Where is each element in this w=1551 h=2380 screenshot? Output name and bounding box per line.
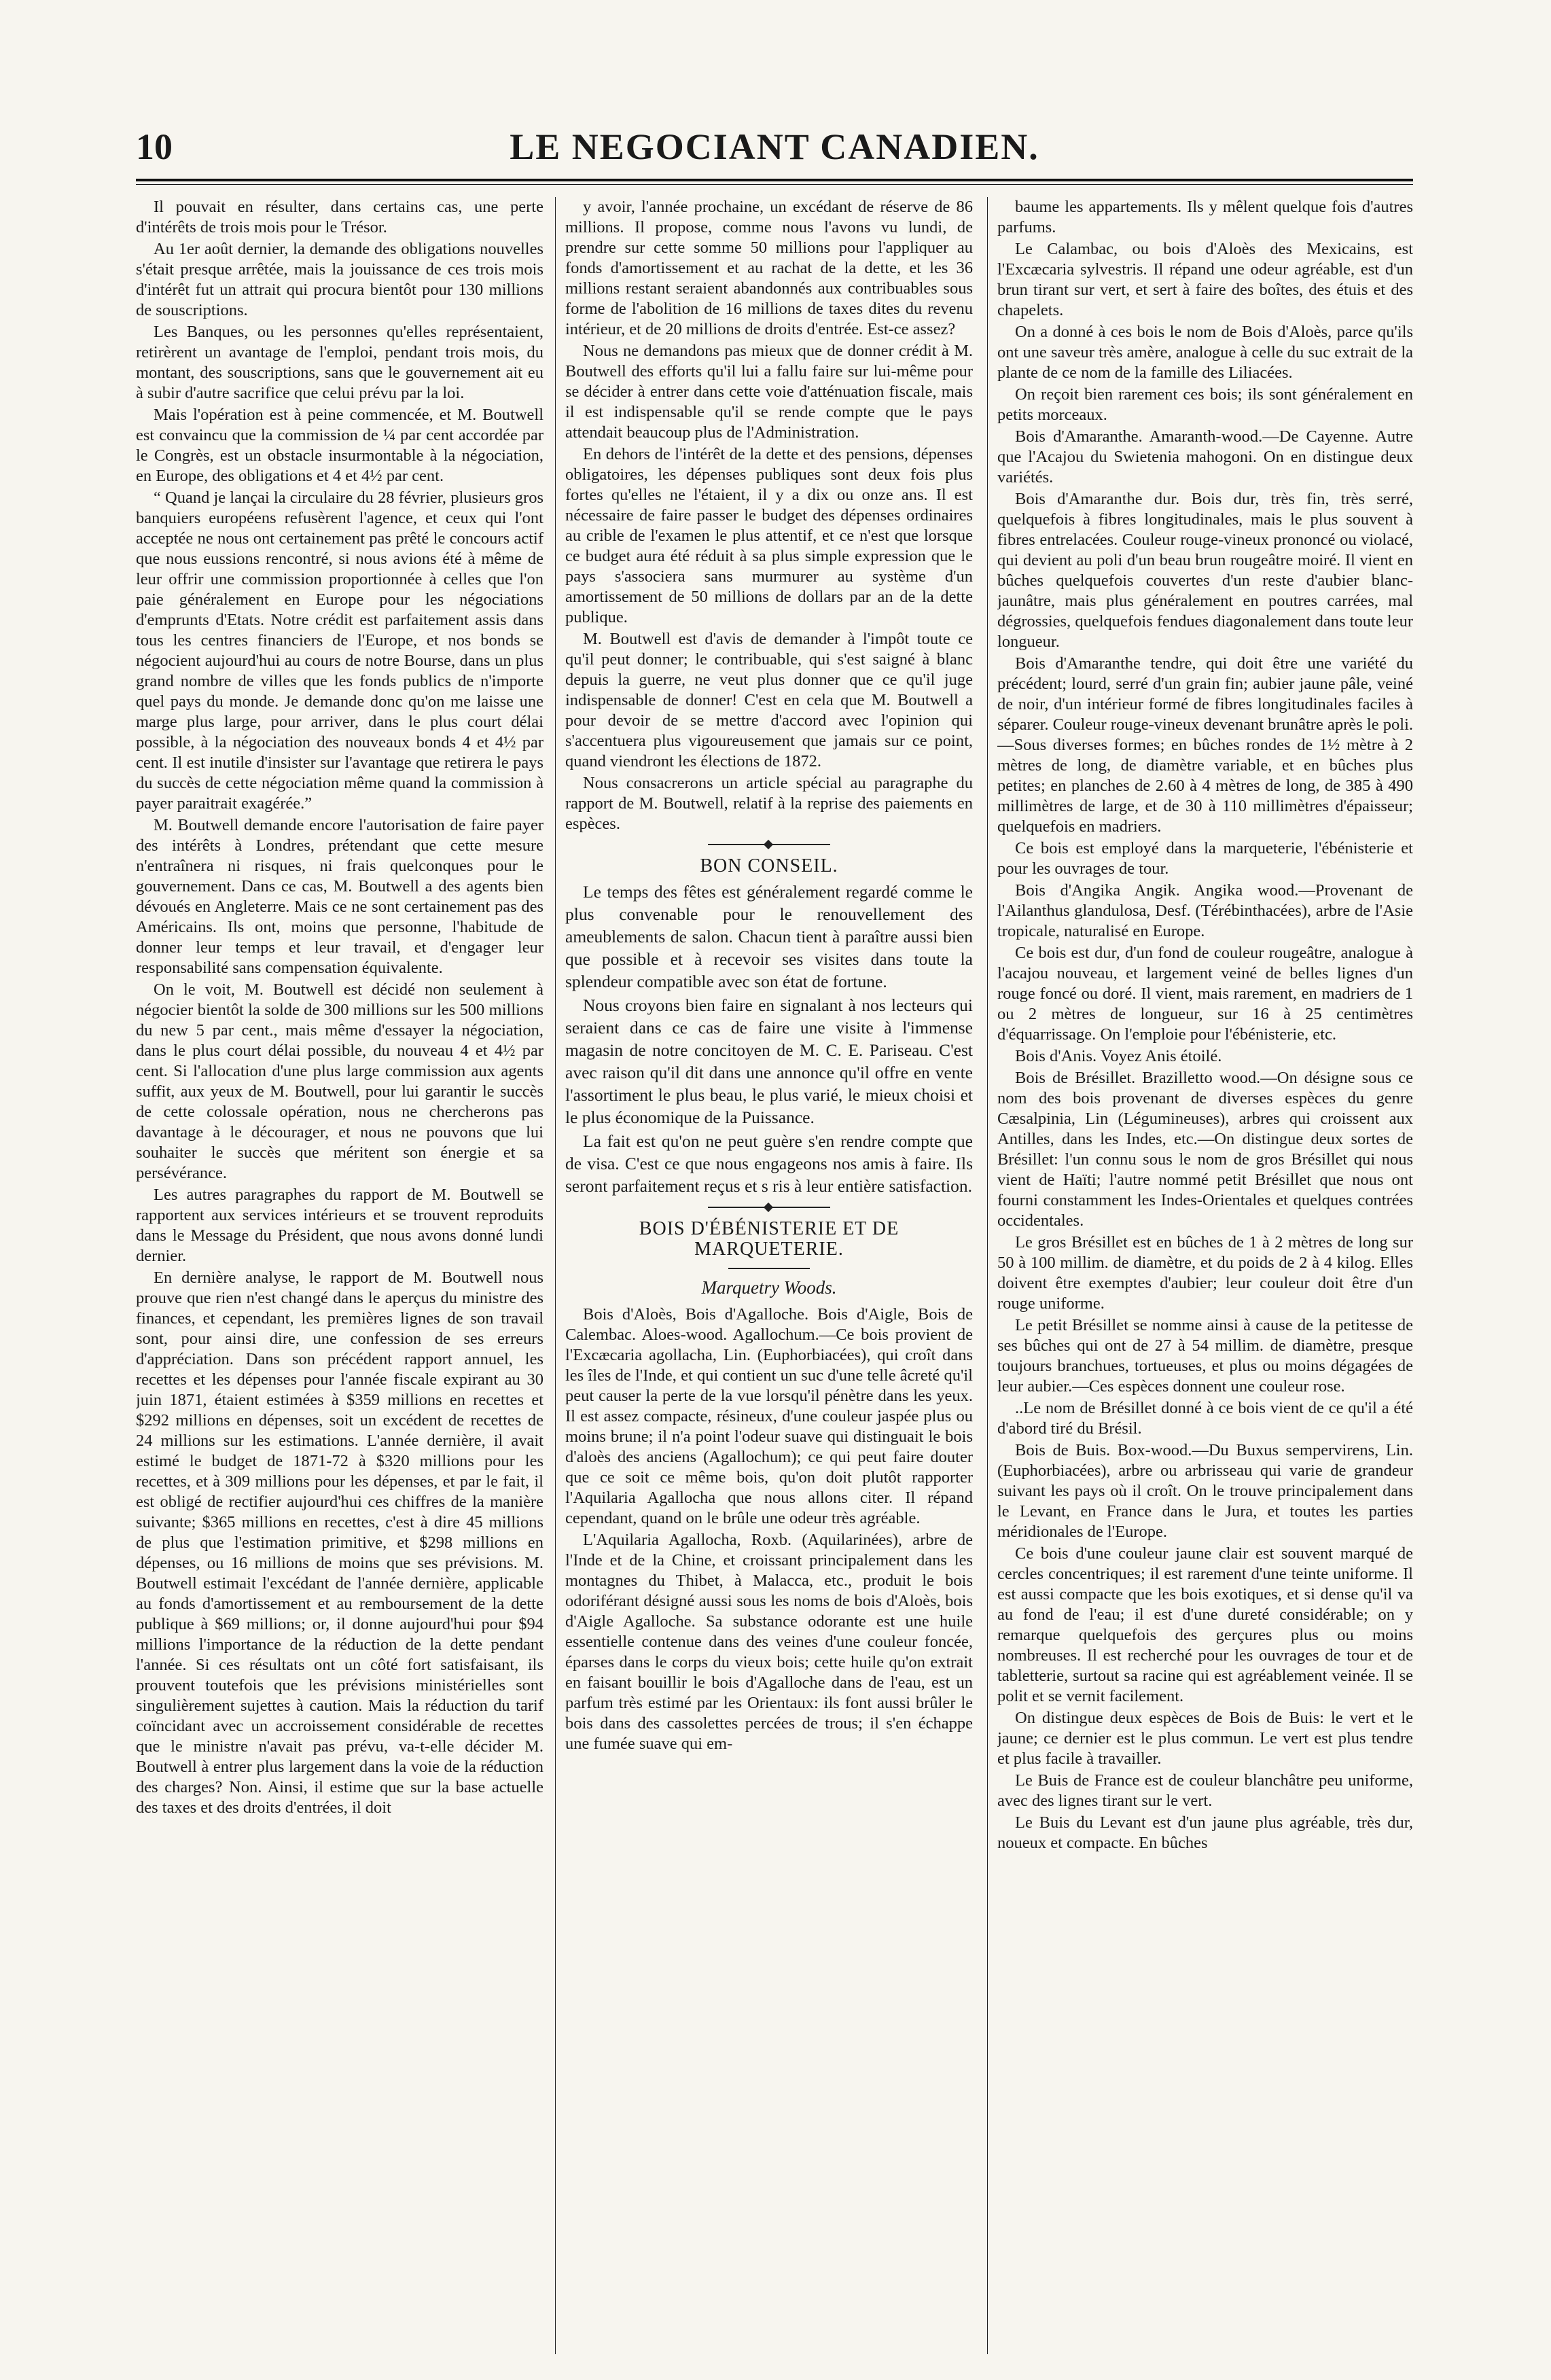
paragraph: On le voit, M. Boutwell est décidé non seulement à négocier bientôt la solde de 300 millions sur les 500 millions du new 5 par cent., mais même d'essayer la négociation, dans le plus court délai possible, du nouveau 4 et 4½ par cent. Si l'allocation d'une plus large commission aux agents suffit, aux yeux de M. Boutwell, pour lui garantir le succès de cette colossale opération, nous ne chercherons pas davantage à le décourager, et nous ne pouvons que lui souhaiter le succès que méritent son énergie et sa persévérance. [136,980,543,1182]
paragraph: Mais l'opération est à peine commencée, et M. Boutwell est convaincu que la commission de ¼ par cent accordée par le Congrès, est un obstacle insurmontable à la négociation, en Europe, des obligations et 4 et 4½ par cent. [136,406,543,485]
article-heading: BOIS D'ÉBÉNISTERIE ET DE MARQUETERIE. [639,1218,899,1260]
paragraph: Le petit Brésillet se nomme ainsi à cause de la petitesse de ses bûches qui ont de 27 à 54 millim. de diamètre, presque toujours branchues, tortueuses, et plus ou moins dégagées de leur aubier.—Ces espèces donnent une couleur rose. [997,1316,1413,1396]
column-3 [997,197,1413,2354]
paragraph: Bois d'Amaranthe tendre, qui doit être une variété du précédent; lourd, serré d'un grain fin; aubier jaune pâle, veiné de noir, d'un intérieur formé de fibres longitudinales faciles à séparer. Couleur rouge-vineux devenant brunâtre après le poli.—Sous diverses formes; en bûches rondes de 1½ mètre à 2 mètres de long, de diamètre variable, et en bûches plus petites; en planches de 2.60 à 4 mètres de long, de 385 à 490 millimètres de large, et de 30 à 110 millimètres d'épaisseur; quelquefois en madriers. [997,654,1413,836]
paragraph: Bois d'Aloès, Bois d'Agalloche. Bois d'Aigle, Bois de Calembac. Aloes-wood. Agallochum.—Ce bois provient de l'Excæcaria agollacha, Lin. (Euphorbiacées), qui croît dans les îles de l'Inde, et qui contient un suc d'une telle âcreté qu'il peut causer la perte de la vue lorsqu'il pénètre dans les yeux. Il est assez compacte, résineux, d'une couleur jaspée plus ou moins brune; il n'a point l'odeur suave qui distinguait le bois d'aloès des anciens (Agallochum); ce qui peut faire douter que ce soit ce même bois, qu'on doit plutôt rapporter l'Aquilaria Agallocha que nous allons citer. Il répand cependant, quand on le brûle une odeur très agréable. [565,1305,973,1527]
column-divider [555,197,556,2354]
paragraph: “ Quand je lançai la circulaire du 28 février, plusieurs gros banquiers européens refusèrent l'agence, et ceux qui l'ont acceptée ne nous ont certainement pas prêté le concours actif que nous eussions rencontré, si nous avions été à même de leur offrir une commission proportionnée à celles que l'on paie généralement en Europe pour les négociations d'emprunts d'Etats. Notre crédit est parfaitement assis dans tous les centres financiers de l'Europe, et nos bonds se négocient aujourd'hui au cours de notre Bourse, dans un plus grand nombre de villes que les fonds publics de n'importe quel pays du monde. Je demande donc qu'on me laisse une marge plus large, pour arriver, dans le plus court délai possible, à la négociation des nouveaux bonds 4 et 4½ par cent. Il est inutile d'insister sur l'avantage que retirera le pays du succès de cette négociation même quand la commission à payer paraitrait exagérée.” [136,489,543,813]
section-separator [708,844,830,845]
article-subheading: Marquetry Woods. [701,1277,837,1298]
paragraph: Bois de Buis. Box-wood.—Du Buxus sempervirens, Lin. (Euphorbiacées), arbre ou arbrisseau qui varie de grandeur suivant les pays où il croît. On le trouve principalement dans le Levant, en France dans le Jura, et toutes les parties méridionales de l'Europe. [997,1441,1413,1541]
paragraph: L'Aquilaria Agallocha, Roxb. (Aquilarinées), arbre de l'Inde et de la Chine, et croissant principalement dans les montagnes du Thibet, à Malacca, etc., produit le bois odoriférant désigné aussi sous les noms de bois d'Aloès, bois d'Aigle Agalloche. Sa substance odorante est une huile essentielle contenue dans des veines d'une couleur foncée, éparses dans le corps du vieux bois; cette huile qu'on extrait en faisant bouillir le bois d'Agalloche dans de l'eau, est un parfum très estimé par les Orientaux: ils font aussi brûler le bois dans des cassolettes percées de trous; il s'en échappe une fumée suave qui em- [565,1531,973,1753]
paragraph: Bois d'Amaranthe dur. Bois dur, très fin, très serré, quelquefois à fibres longitudinales, mais le plus souvent à fibres entrelacées. Couleur rouge-vineux prononcé ou violacé, qui devient au poli d'un beau brun rougeâtre moiré. Il vient en bûches quelquefois couvertes d'un reste d'aubier blanc-jaunâtre, mais plus généralement en poutres carrées, mal dégrossies, quelquefois fendues diagonalement dans toute leur longueur. [997,490,1413,651]
paragraph: Les autres paragraphes du rapport de M. Boutwell se rapportent aux services intérieurs et se trouvent reproduits dans le Message du Président, que nous avons donné lundi dernier. [136,1186,543,1265]
paragraph: Les Banques, ou les personnes qu'elles représentaient, retirèrent un avantage de l'emploi, pendant trois mois, du montant, des souscriptions, sans que le gouvernement ait eu à subir d'autre sacrifice que celui prévu par la loi. [136,323,543,402]
paragraph: Bois de Brésillet. Brazilletto wood.—On désigne sous ce nom des bois provenant de diverses espèces du genre Cæsalpinia, Lin (Légumineuses), arbres qui croissent aux Antilles, dans les Indes, etc.—On distingue deux sortes de Brésillet: l'un connu sous le nom de gros Brésillet qui nous vient de Haïti; l'autre nommé petit Brésillet que nous ont fourni constamment les Indes-Orientales et quelques contrées occidentales. [997,1069,1413,1230]
paragraph: baume les appartements. Ils y mêlent quelque fois d'autres parfums. [997,198,1413,236]
paragraph: Ce bois est employé dans la marqueterie, l'ébénisterie et pour les ouvrages de tour. [997,839,1413,878]
paragraph: Ce bois d'une couleur jaune clair est souvent marqué de cercles concentriques; il est rarement d'une teinte uniforme. Il est aussi compacte que les bois exotiques, et si dense qu'il va au fond de l'eau; il est d'une dureté considérable; on y remarque quelquefois des gerçures plus ou moins nombreuses. Il est recherché pour les ouvrages de tour et de tabletterie, surtout sa racine qui est agréablement veinée. Il se polit et se vernit facilement. [997,1544,1413,1705]
column-1 [136,197,543,2354]
header-rule [136,179,1413,181]
newspaper-page [136,119,1413,2354]
paragraph: On a donné à ces bois le nom de Bois d'Aloès, parce qu'ils ont une saveur très amère, analogue à celle du suc extrait de la plante de ce nom de la famille des Liliacées. [997,323,1413,382]
page-header [136,119,1413,194]
paragraph: Le Buis de France est de couleur blanchâtre peu uniforme, avec des lignes tirant sur le vert. [997,1771,1413,1810]
paragraph: On reçoit bien rarement ces bois; ils sont généralement en petits morceaux. [997,385,1413,424]
paragraph: Le Calambac, ou bois d'Aloès des Mexicains, est l'Excæcaria sylvestris. Il répand une odeur agréable, est d'un brun tirant sur vert, et sert à faire des boîtes, des étuis et des chapelets. [997,240,1413,319]
paragraph: Ce bois est dur, d'un fond de couleur rougeâtre, analogue à l'acajou nouveau, et largement veiné de belles lignes d'un rouge foncé ou doré. Il vient, mais rarement, en madriers de 1 ou 2 mètres de longueur, sur 16 à 25 centimètres d'équarrissage. On l'emploie pour l'ébénisterie, etc. [997,944,1413,1044]
paragraph: Le Buis du Levant est d'un jaune plus agréable, très dur, noueux et compacte. En bûches [997,1813,1413,1852]
page-number: 10 [136,126,173,167]
paragraph: En dernière analyse, le rapport de M. Boutwell nous prouve que rien n'est changé dans le aperçus du ministre des finances, et cependant, les premières lignes de son travail sont, pour ainsi dire, une confession de ses erreurs d'appréciation. Dans son précédent rapport annuel, les recettes et les dépenses pour l'année fiscale expirant au 30 juin 1871, étaient estimées à $359 millions en recettes et $292 millions en dépenses, soit un excédent de recettes de 24 millions sur les estimations. L'année dernière, il avait estimé le budget de 1871-72 à $320 millions pour les recettes, et à 309 millions pour les dépenses, et par le fait, il est obligé de rectifier aujourd'hui ces chiffres de la manière suivante; $365 millions en recettes, c'est à dire 45 millions de plus que l'estimation primitive, et $298 millions en dépenses, ou 16 millions de moins que ses prévisions. M. Boutwell estimait l'excédant de l'année dernière, applicable au fonds d'amortissement et au remboursement de la dette publique à $69 millions; or, il donne aujourd'hui pour $94 millions l'importance de la réduction de la dette pendant l'année. Si ces résultats ont un côté fort satisfaisant, ils prouvent toutefois que les prévisions ministérielles sont singulièrement sujettes à caution. Mais la réduction du tarif coïncidant avec un accroissement considérable de recettes que le ministre n'avait pas prévu, va-t-elle décider M. Boutwell à entrer plus largement dans la voie de la réduction des charges? Non. Ainsi, il estime que sur la base actuelle des taxes et des droits d'entrées, il doit [136,1268,543,1817]
paragraph: Au 1er août dernier, la demande des obligations nouvelles s'était presque arrêtée, mais la jouissance de ces trois mois d'intérêt fut un attrait qui procura bientôt pour 130 millions de souscriptions. [136,240,543,319]
paragraph: On distingue deux espèces de Bois de Buis: le vert et le jaune; ce dernier est le plus commun. Le vert est plus tendre et plus facile à travailler. [997,1709,1413,1768]
heading-rule [728,1268,810,1269]
column-divider [987,197,988,2354]
paragraph: Il pouvait en résulter, dans certains cas, une perte d'intérêts de trois mois pour le Trésor. [136,198,543,236]
article-marquetry-woods [565,1219,973,1754]
newspaper-title: LE NEGOCIANT CANADIEN. [510,126,1039,167]
paragraph: M. Boutwell est d'avis de demander à l'impôt toute ce qu'il peut donner; le contribuable, qui s'est saigné à blanc depuis la guerre, ne veut plus donner que ce qu'il juge indispensable de donner! C'est en cela que M. Boutwell a pour devoir de se mettre d'accord avec l'opinion qui s'accentuera plus vigoureusement que jamais sur ce point, quand viendront les élections de 1872. [565,630,973,770]
paragraph: Le gros Brésillet est en bûches de 1 à 2 mètres de long sur 50 à 100 millim. de diamètre, et du poids de 2 à 4 kilog. Elles doivent être exemptes d'aubier; leur couleur doit être d'un rouge uniforme. [997,1233,1413,1313]
header-rule-thin [136,184,1413,185]
paragraph: Nous croyons bien faire en signalant à nos lecteurs qui seraient dans ce cas de faire une visite à l'immense magasin de notre concitoyen de M. C. E. Pariseau. C'est avec raison qu'il dit dans une annonce qu'il offre en vente l'assortiment le plus beau, le plus varié, le mieux choisi et le plus économique de la Puissance. [565,995,973,1127]
section-separator [708,1207,830,1208]
article-heading: BON CONSEIL. [700,855,838,876]
paragraph: ..Le nom de Brésillet donné à ce bois vient de ce qu'il a été d'abord tiré du Brésil. [997,1399,1413,1438]
paragraph: Nous consacrerons un article spécial au paragraphe du rapport de M. Boutwell, relatif à la reprise des paiements en espèces. [565,774,973,833]
paragraph: Bois d'Amaranthe. Amaranth-wood.—De Cayenne. Autre que l'Acajou du Swietenia mahogoni. On en distingue deux variétés. [997,427,1413,486]
paragraph: Bois d'Anis. Voyez Anis étoilé. [1015,1047,1222,1065]
paragraph: Bois d'Angika Angik. Angika wood.—Provenant de l'Ailanthus glandulosa, Desf. (Térébinthacées), arbre de l'Asie tropicale, naturalisé en Europe. [997,881,1413,940]
paragraph: En dehors de l'intérêt de la dette et des pensions, dépenses obligatoires, les dépenses publiques sont deux fois plus fortes qu'elles ne l'étaient, il y a dix ou onze ans. Il est nécessaire de faire passer le budget des dépenses ordinaires au crible de l'examen le plus attentif, et ce n'est que lorsque ce budget aura été réduit à sa plus simple expression que le pays s'associera sans murmurer au système d'un amortissement de 50 millions de dollars par an de la dette publique. [565,445,973,626]
column-2 [565,197,973,2354]
paragraph: M. Boutwell demande encore l'autorisation de faire payer des intérêts à Londres, prétendant que cette mesure n'entraînera ni risques, ni frais quelconques pour le gouvernement. Dans ce cas, M. Boutwell a des agents bien dévoués en Angleterre. Mais ce ne sont certainement pas des Américains. Ils ont, moins que personne, l'habitude de donner leur temps et leur travail, et d'engager leur responsabilité sans compensation équivalente. [136,816,543,977]
article-bon-conseil [565,856,973,1197]
paragraph: Le temps des fêtes est généralement regardé comme le plus convenable pour le renouvellement des ameublements de salon. Chacun tient à paraître aussi bien que possible et à recevoir ses visites dans toute la splendeur compatible avec son état de fortune. [565,882,973,991]
paragraph: y avoir, l'année prochaine, un excédant de réserve de 86 millions. Il propose, comme nous l'avons vu lundi, de prendre sur cette somme 50 millions pour l'appliquer au fonds d'amortissement et au rachat de la dette, et les 36 millions restant seraient abandonnés aux contribuables sous forme de l'abolition de 16 millions de taxes dites du revenu intérieur, et de 20 millions de droits d'entrée. Est-ce assez? [565,198,973,338]
paragraph: La fait est qu'on ne peut guère s'en rendre compte que de visa. C'est ce que nous engageons nos amis à faire. Ils seront parfaitement reçus et s ris à leur entière satisfaction. [565,1131,973,1196]
columns [136,197,1413,2354]
paragraph: Nous ne demandons pas mieux que de donner crédit à M. Boutwell des efforts qu'il lui a fallu faire sur lui-même pour se décider à entrer dans cette voie d'atténuation fiscale, mais il est indispensable qu'il se rende compte que le pays attendait beaucoup plus de l'Administration. [565,342,973,442]
